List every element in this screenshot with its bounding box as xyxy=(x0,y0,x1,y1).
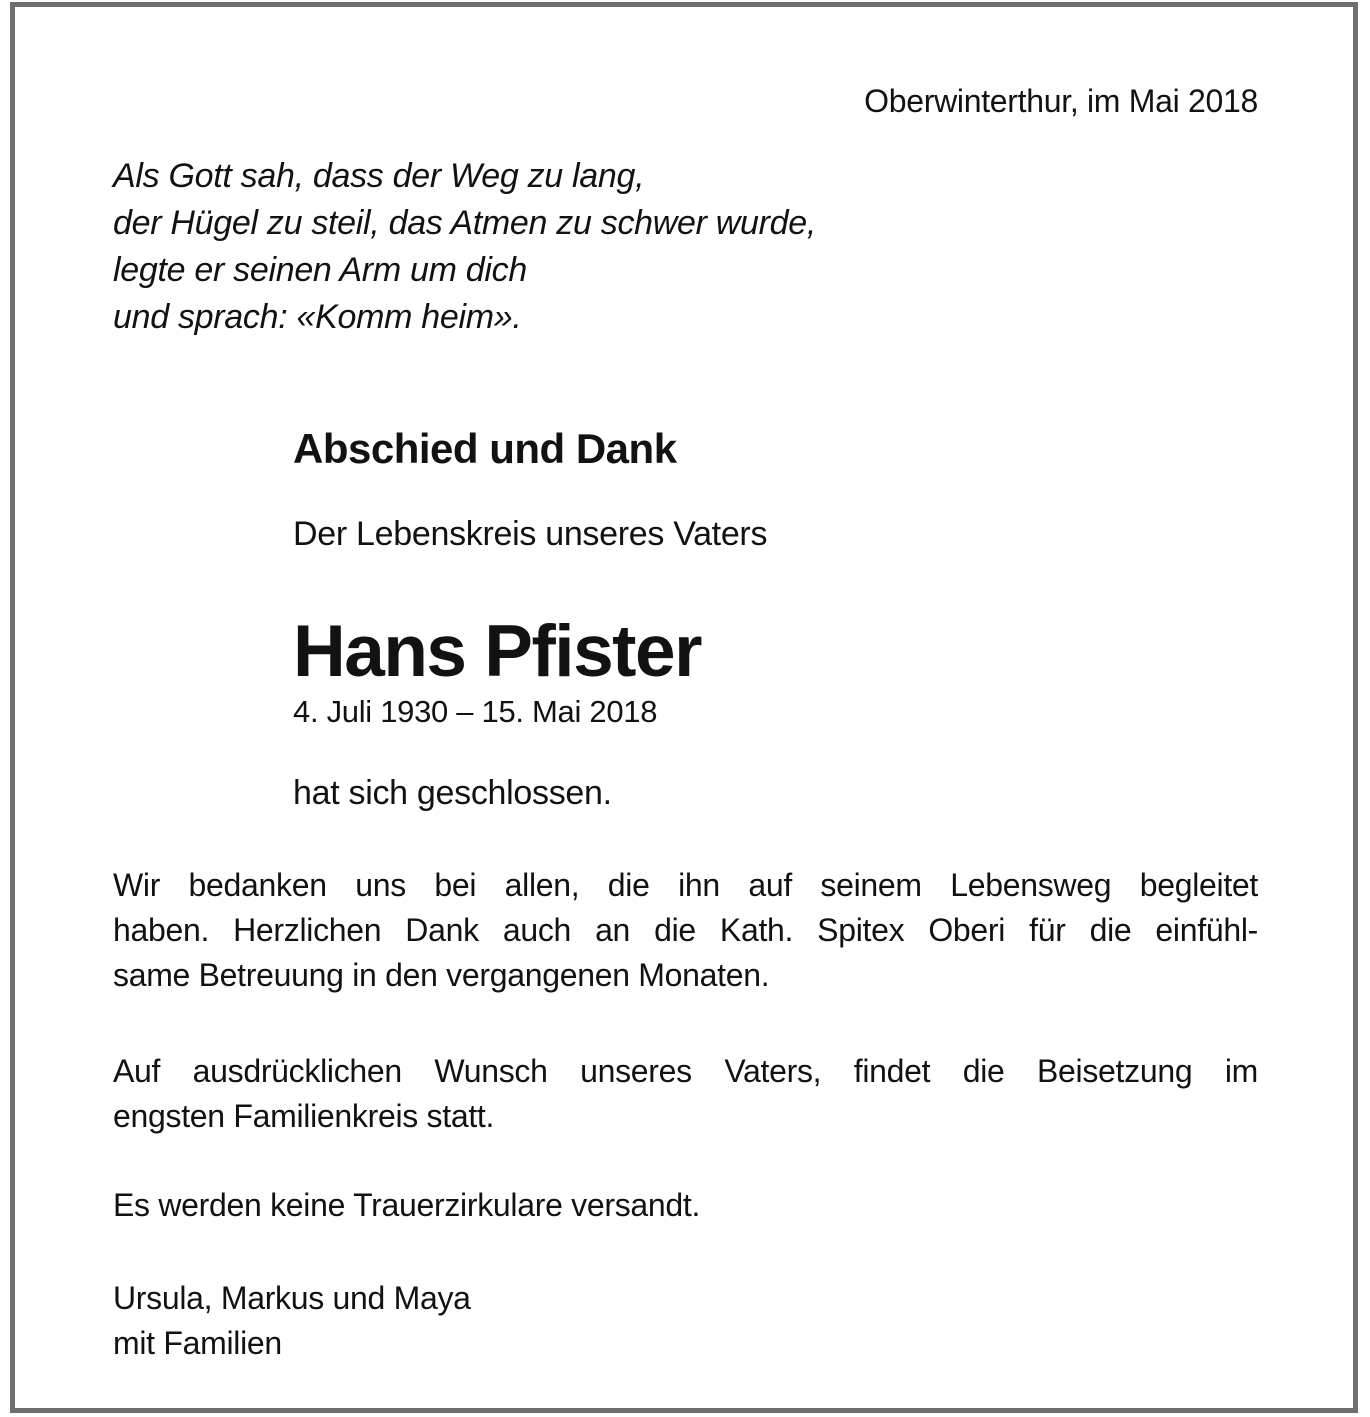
poem-line: Als Gott sah, dass der Weg zu lang, xyxy=(113,157,645,195)
poem-line: der Hügel zu steil, das Atmen zu schwer wurde, xyxy=(113,204,817,242)
signature-families: mit Familien xyxy=(113,1325,282,1361)
circular-note: Es werden keine Trauerzirkulare versandt. xyxy=(113,1187,701,1223)
closing-line: hat sich geschlossen. xyxy=(293,774,612,812)
heading-abschied-und-dank: Abschied und Dank xyxy=(293,425,677,472)
dateline: Oberwinterthur, im Mai 2018 xyxy=(864,83,1258,119)
paragraph-line: Auf ausdrücklichen Wunsch unseres Vaters, findet die Beisetzung im xyxy=(113,1053,1258,1089)
paragraph-line: engsten Familienkreis statt. xyxy=(113,1098,495,1134)
paragraph-line: haben. Herzlichen Dank auch an die Kath. Spitex Oberi für die einfühl- xyxy=(113,912,1258,948)
burial-paragraph xyxy=(113,1049,1258,1139)
intro-line: Der Lebenskreis unseres Vaters xyxy=(293,515,768,553)
poem xyxy=(113,153,1258,341)
signature-names: Ursula, Markus und Maya xyxy=(113,1280,471,1316)
paragraph-line: same Betreuung in den vergangenen Monaten. xyxy=(113,957,770,993)
poem-line: legte er seinen Arm um dich xyxy=(113,251,527,289)
deceased-name: Hans Pfister xyxy=(293,611,701,692)
thanks-paragraph xyxy=(113,863,1258,998)
lifespan-dates: 4. Juli 1930 – 15. Mai 2018 xyxy=(293,694,658,729)
signature xyxy=(113,1276,1258,1366)
paragraph-line: Wir bedanken uns bei allen, die ihn auf seinem Lebensweg begleitet xyxy=(113,867,1258,903)
poem-line: und sprach: «Komm heim». xyxy=(113,298,522,336)
